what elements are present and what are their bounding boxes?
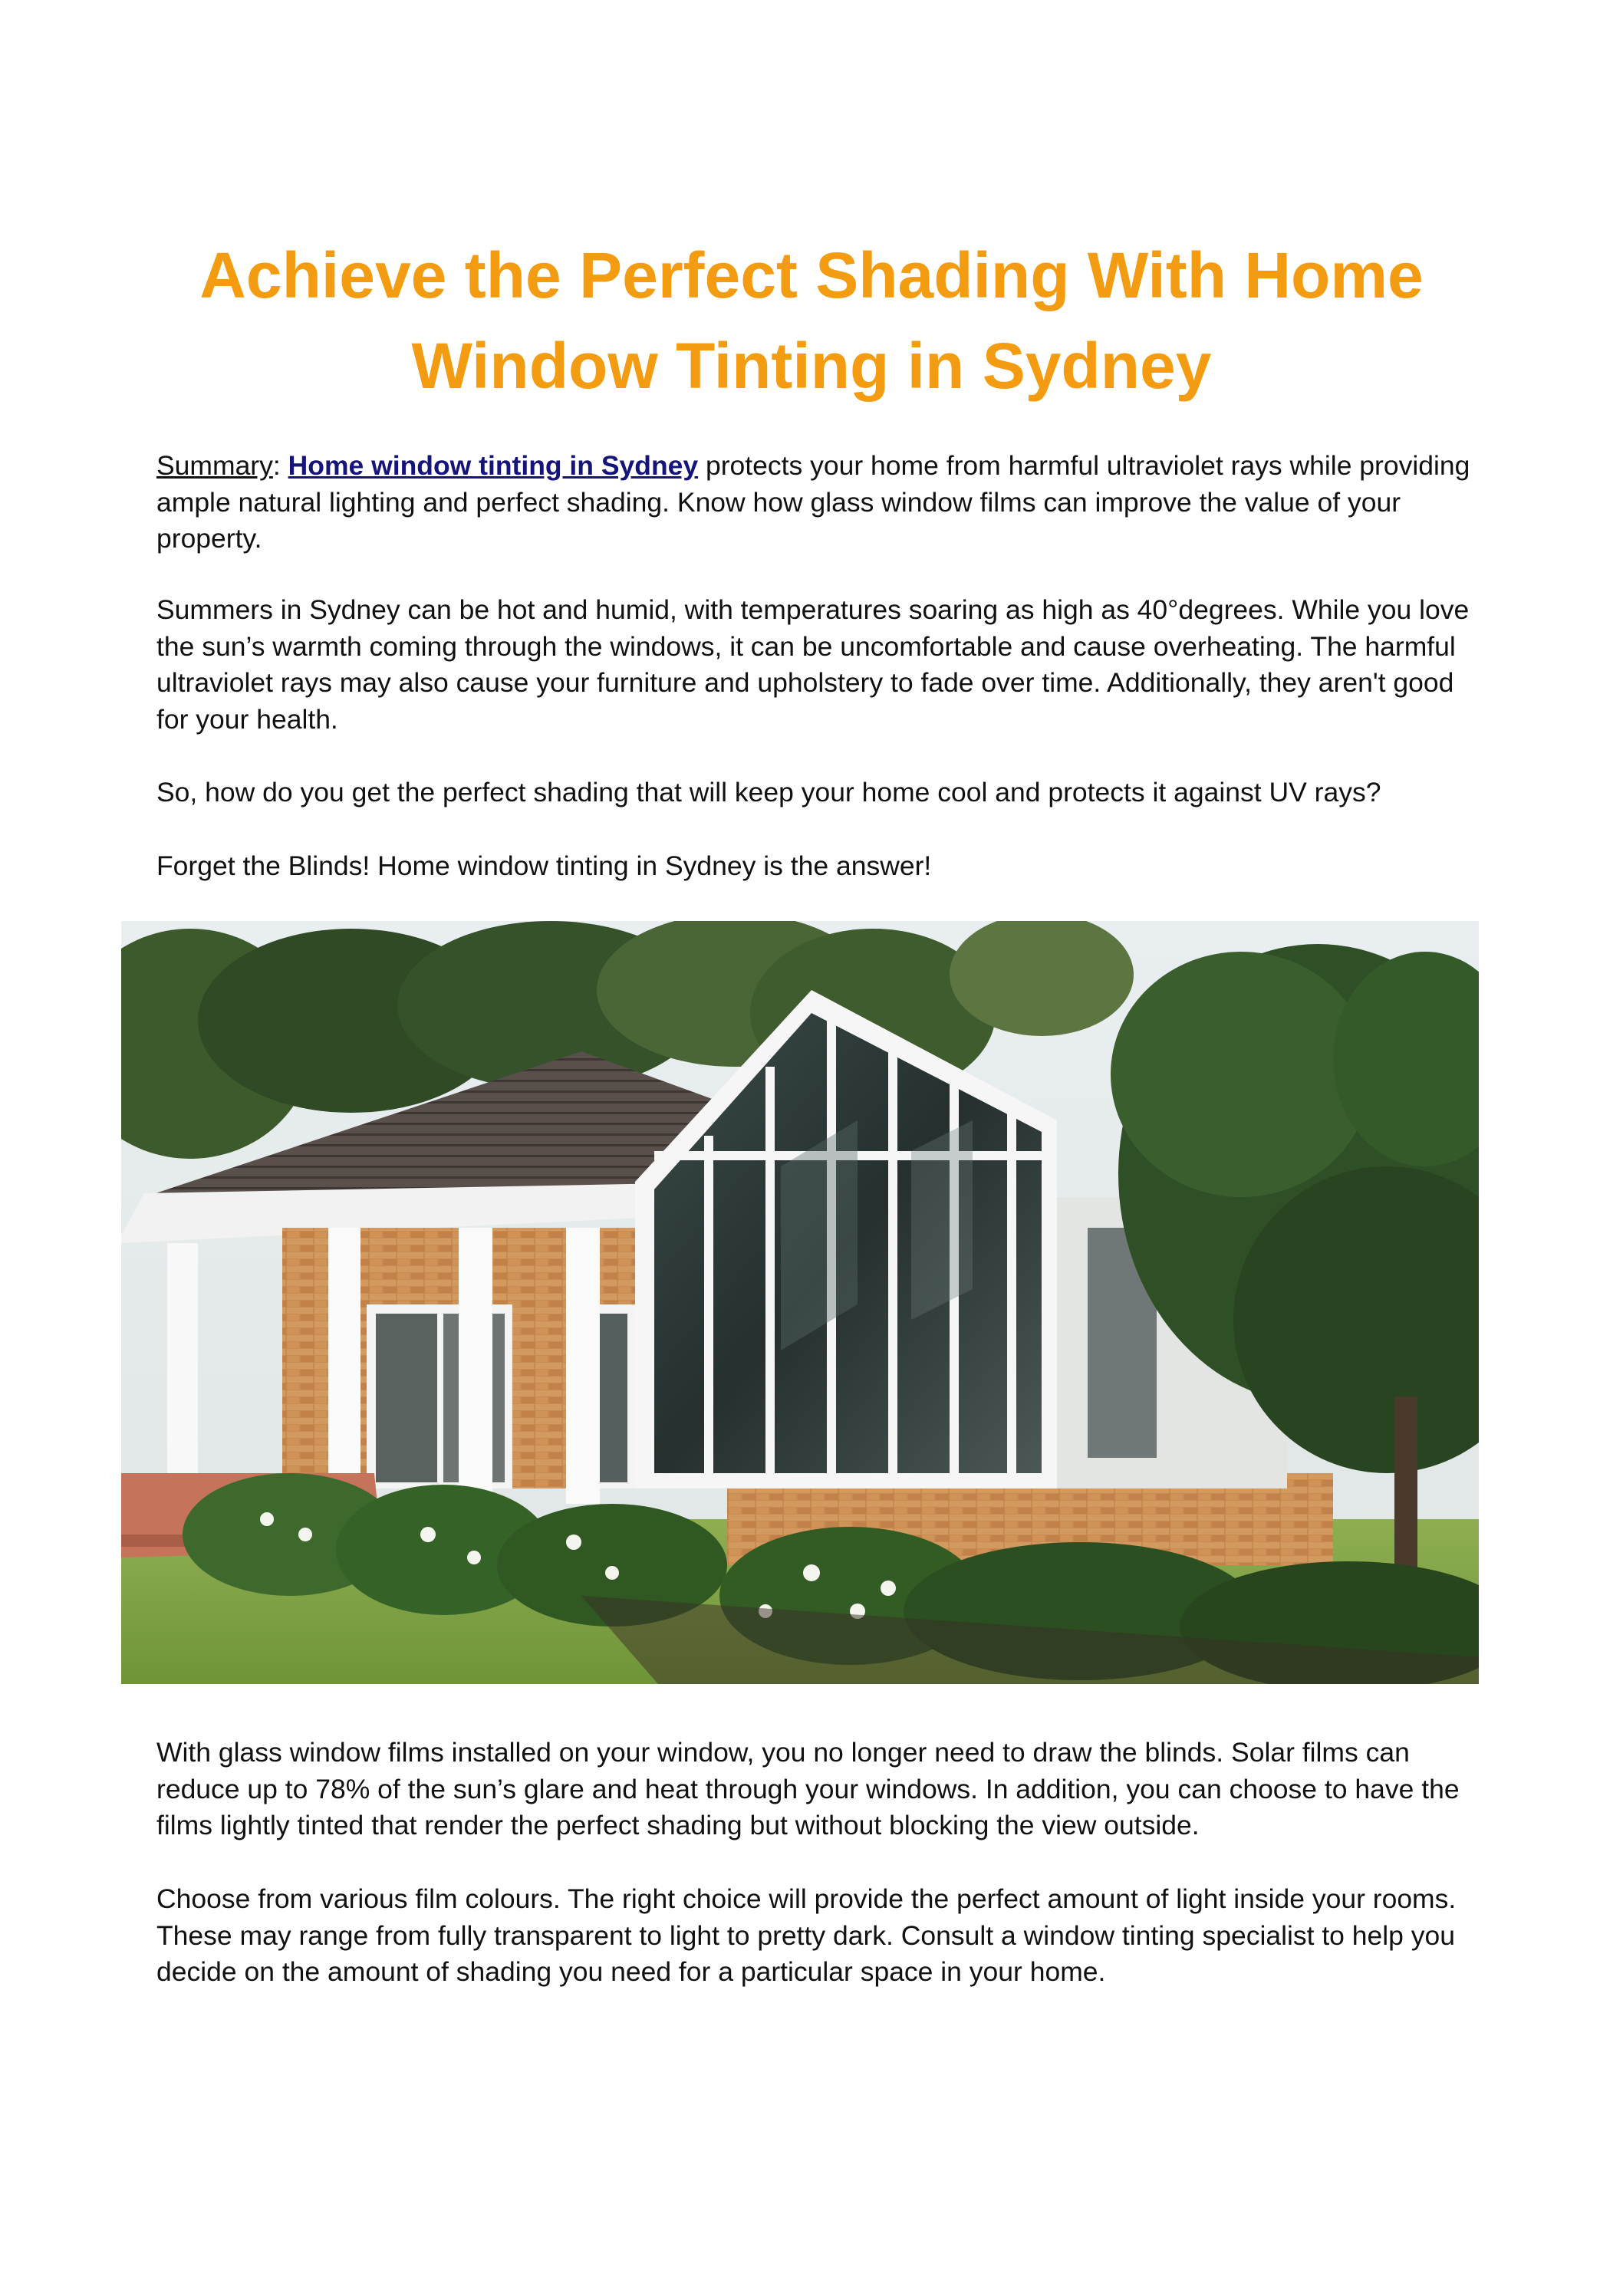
paragraph-question: So, how do you get the perfect shading that will keep your home cool and protects it against UV rays? <box>156 777 1381 808</box>
page-title: Achieve the Perfect Shading With Home Window Tinting in Sydney <box>199 239 1424 402</box>
summary-paragraph <box>156 448 1476 558</box>
paragraph-film-colours: Choose from various film colours. The right choice will provide the perfect amount of light inside your rooms. These may range from fully transparent to light to pretty dark. Consult a window tinting specialist to help you decide on the amount of shading you need for a particular space in your home. <box>156 1883 1457 1987</box>
house-photo <box>121 921 1479 1684</box>
paragraph-summers: Summers in Sydney can be hot and humid, with temperatures soaring as high as 40°degrees. While you love the sun’s warmth coming through the windows, it can be uncomfortable and cause overheating. The harmful ultraviolet rays may also cause your furniture and upholstery to fade over time. Additionally, they aren't good for your health. <box>156 594 1470 735</box>
paragraph-forget-blinds: Forget the Blinds! Home window tinting in Sydney is the answer! <box>156 850 932 881</box>
summary-text: protects your home from harmful ultraviolet rays while providing ample natural lighting and perfect shading. Know how glass window films can improve the value of your property. <box>156 450 1470 554</box>
home-window-tinting-link[interactable]: Home window tinting in Sydney <box>288 450 699 481</box>
summary-separator: : <box>272 450 281 481</box>
summary-label: Summary <box>156 450 273 481</box>
paragraph-glass-films: With glass window films installed on your window, you no longer need to draw the blinds. Solar films can reduce up to 78% of the sun’s glare and heat through your windows. In addition, you can choose to have the films lightly tinted that render the perfect shading but without blocking the view outside. <box>156 1737 1460 1840</box>
